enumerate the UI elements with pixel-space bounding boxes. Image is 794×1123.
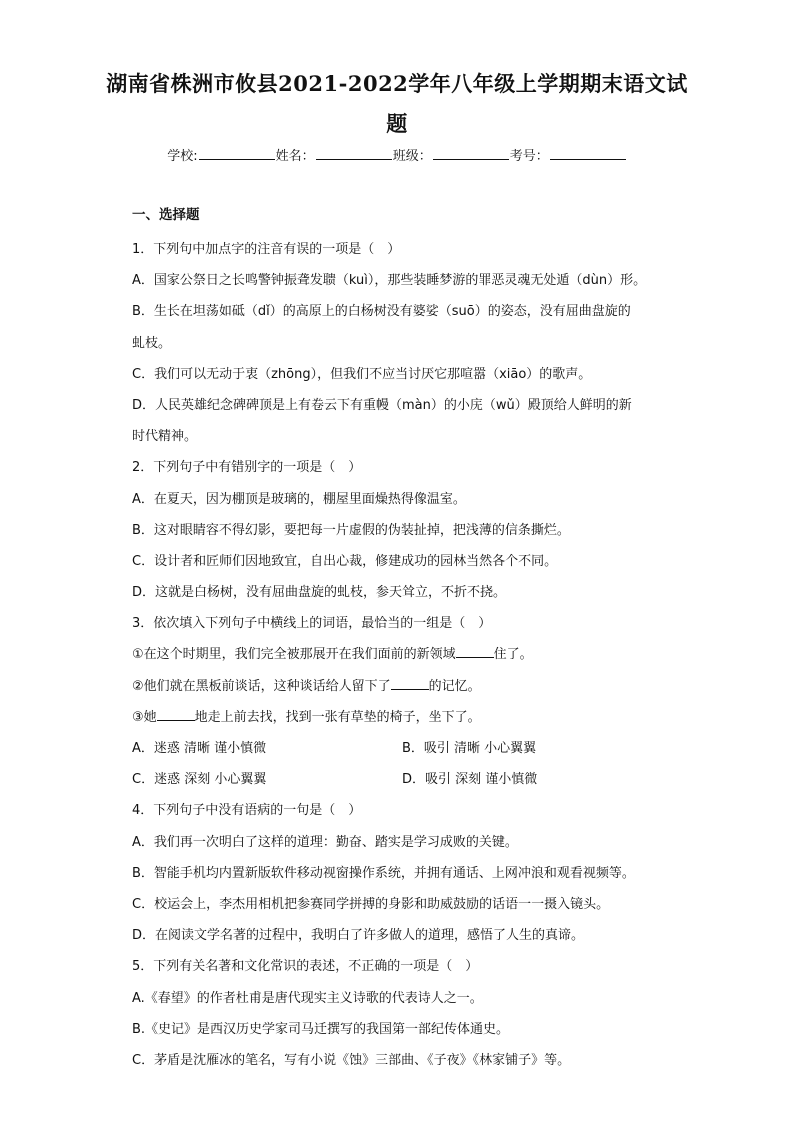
option-c: C．设计者和匠师们因地致宜，自出心裁，修建成功的园林当然各个不同。 xyxy=(132,553,558,569)
question-stem: 4．下列句子中没有语病的一句是（ ） xyxy=(132,803,362,819)
option-d: D．这就是白杨树，没有屈曲盘旋的虬枝，参天耸立，不折不挠。 xyxy=(132,585,507,601)
name-label: 姓名： xyxy=(275,149,315,164)
fill-blank[interactable] xyxy=(391,677,429,690)
sentence-text: 住了。 xyxy=(493,647,533,663)
option-a: A.《春望》的作者杜甫是唐代现实主义诗歌的代表诗人之一。 xyxy=(132,990,483,1006)
options-row-2 xyxy=(132,764,672,795)
option-c: C．茅盾是沈雁冰的笔名，写有小说《蚀》三部曲、《子夜》《林家铺子》等。 xyxy=(132,1052,571,1068)
fill-blank[interactable] xyxy=(157,708,195,721)
option-a: A．国家公祭日之长鸣警钟振聋发聩（kuì），那些装睡梦游的罪恶灵魂无处遁（dùn）形。 xyxy=(132,273,647,289)
student-info-row xyxy=(0,145,794,164)
sentence-3 xyxy=(132,702,672,733)
exam-content xyxy=(132,202,672,1076)
option-c: C．迷惑 深刻 小心翼翼 xyxy=(132,772,267,788)
option-d-cont: 时代精神。 xyxy=(132,429,198,445)
option-b: B．智能手机均内置新版软件移动视窗操作系统，并拥有通话、上网冲浪和观看视频等。 xyxy=(132,865,635,881)
option-b: B.《史记》是西汉历史学家司马迁撰写的我国第一部纪传体通史。 xyxy=(132,1021,510,1037)
question-stem: 3．依次填入下列句子中横线上的词语，最恰当的一组是（ ） xyxy=(132,616,492,632)
sentence-1 xyxy=(132,639,672,670)
section-heading: 一、选择题 xyxy=(132,207,200,223)
option-d: D．在阅读文学名著的过程中，我明白了许多做人的道理，感悟了人生的真谛。 xyxy=(132,928,585,944)
sentence-text: ③她 xyxy=(132,709,157,725)
question-stem: 2．下列句子中有错别字的一项是（ ） xyxy=(132,460,362,476)
sentence-text: 的记忆。 xyxy=(428,678,481,694)
sentence-text: ①在这个时期里，我们完全被那展开在我们面前的新领域 xyxy=(132,647,456,663)
option-b: B．生长在坦荡如砥（dǐ）的高原上的白杨树没有婆娑（suō）的姿态，没有屈曲盘旋的 xyxy=(132,304,631,320)
option-b: B．吸引 清晰 小心翼翼 xyxy=(402,741,537,756)
school-blank[interactable] xyxy=(199,147,275,160)
sentence-2 xyxy=(132,671,672,702)
number-label: 考号： xyxy=(509,149,549,164)
option-b: B．这对眼睛容不得幻影，要把每一片虚假的伪装扯掉，把浅薄的信条撕烂。 xyxy=(132,522,570,538)
option-b-cont: 虬枝。 xyxy=(132,335,172,351)
option-a: A．在夏天，因为棚顶是玻璃的，棚屋里面燥热得像温室。 xyxy=(132,491,466,507)
name-blank[interactable] xyxy=(316,147,392,160)
question-4 xyxy=(132,795,672,951)
class-label: 班级： xyxy=(392,149,432,164)
question-1 xyxy=(132,234,672,452)
exam-title-line1: 湖南省株洲市攸县2021-2022学年八年级上学期期末语文试 xyxy=(106,71,688,96)
fill-blank[interactable] xyxy=(456,645,494,658)
question-stem: 1．下列句中加点字的注音有误的一项是（ ） xyxy=(132,242,401,257)
school-label: 学校: xyxy=(167,149,198,164)
number-blank[interactable] xyxy=(550,147,626,160)
question-2 xyxy=(132,452,672,608)
exam-title-line2: 题 xyxy=(386,111,408,136)
option-d: D．吸引 深刻 谨小慎微 xyxy=(402,772,538,788)
sentence-text: ②他们就在黑板前谈话，这种谈话给人留下了 xyxy=(132,678,391,694)
question-stem: 5．下列有关名著和文化常识的表述，不正确的一项是（ ） xyxy=(132,959,479,975)
option-a: A．迷惑 清晰 谨小慎微 xyxy=(132,741,267,756)
option-a: A．我们再一次明白了这样的道理：勤奋、踏实是学习成败的关键。 xyxy=(132,834,518,850)
sentence-text: 地走上前去找，找到一张有草垫的椅子，坐下了。 xyxy=(194,709,481,725)
options-row-1 xyxy=(132,733,672,764)
class-blank[interactable] xyxy=(433,147,509,160)
option-d: D．人民英雄纪念碑碑顶是上有卷云下有重幔（màn）的小庑（wǔ）殿顶给人鲜明的新 xyxy=(132,397,632,413)
option-c: C．我们可以无动于衷（zhōng），但我们不应当讨厌它那喧嚣（xiāo）的歌声。 xyxy=(132,366,592,382)
question-3 xyxy=(132,608,672,795)
option-c: C．校运会上，李杰用相机把参赛同学拼搏的身影和助威鼓励的话语一一摄入镜头。 xyxy=(132,896,610,912)
question-5 xyxy=(132,951,672,1076)
